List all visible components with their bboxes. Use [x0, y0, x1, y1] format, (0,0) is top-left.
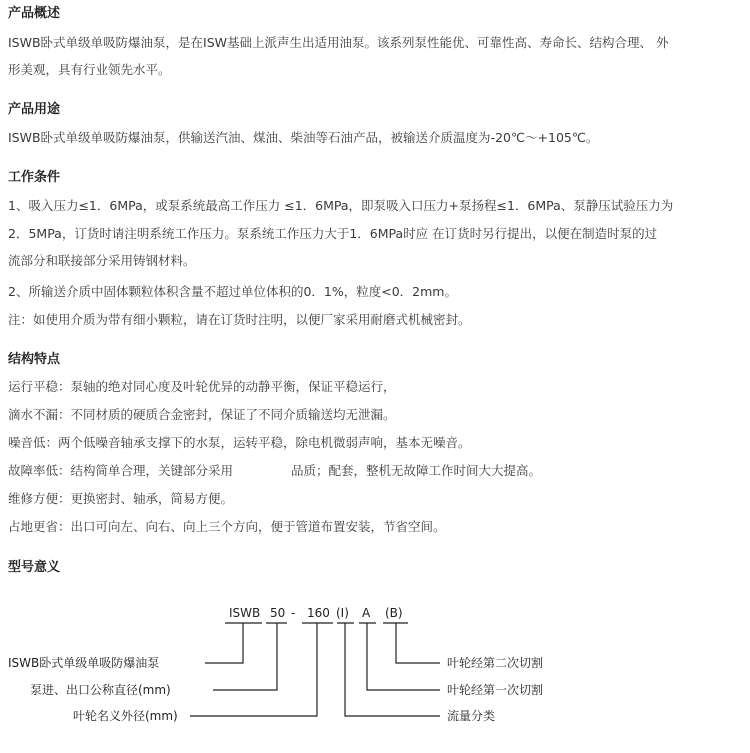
feature-item: 噪音低：两个低噪音轴承支撑下的水泵，运转平稳，除电机微弱声响，基本无噪音。	[8, 435, 471, 450]
feature-item: 滴水不漏：不同材质的硬质合金密封，保证了不同介质输送均无泄漏。	[8, 407, 396, 422]
model-code-diagram	[0, 596, 750, 753]
conditions-item1-line-3: 流部分和联接部分采用铸钢材料。	[8, 253, 196, 268]
usage-text: ISWB卧式单级单吸防爆油泵，供输送汽油、煤油、柴油等石油产品，被输送介质温度为-20℃～+105℃。	[8, 130, 599, 145]
overview-line-1: ISWB卧式单级单吸防爆油泵，是在ISW基础上派声生出适用油泵。该系列泵性能优、可靠性高、寿命长、结构合理、 外	[8, 35, 669, 50]
code-part-second-cut: (B)	[385, 606, 403, 620]
feature-item: 运行平稳：泵轴的绝对同心度及叶轮优异的动静平衡，保证平稳运行，	[8, 379, 396, 394]
label-diameter: 泵进、出口公称直径(mm)	[30, 683, 171, 697]
feature-item	[8, 461, 541, 479]
label-flow-class: 流量分类	[447, 709, 496, 723]
code-part-flow: (I)	[336, 606, 349, 620]
conditions-item1-line-1: 1、吸入压力≤1．6MPa，或泵系统最高工作压力 ≤1．6MPa，即泵吸入口压力+泵扬程≤1．6MPa、泵静压试验压力为	[8, 198, 674, 213]
usage-heading: 产品用途	[8, 102, 61, 117]
features-heading: 结构特点	[8, 352, 61, 367]
code-part-impeller: 160	[307, 606, 330, 620]
label-series: ISWB卧式单级单吸防爆油泵	[8, 656, 160, 670]
code-part-dash: -	[291, 606, 296, 620]
overview-line-2: 形美观，具有行业领先水平。	[8, 62, 171, 77]
conditions-note: 注：如使用介质为带有细小颗粒，请在订货时注明，以便厂家采用耐磨式机械密封。	[8, 312, 471, 327]
model-heading: 型号意义	[8, 560, 61, 575]
feature-item-4-after: 品质；配套，整机无故障工作时间大大提高。	[291, 463, 542, 478]
feature-item: 占地更省：出口可向左、向右、向上三个方向，便于管道布置安装，节省空间。	[8, 519, 446, 534]
label-first-cut: 叶轮经第一次切割	[447, 683, 544, 697]
code-part-first-cut: A	[362, 606, 371, 620]
label-second-cut: 叶轮经第二次切割	[447, 656, 544, 670]
feature-item: 维修方便：更换密封、轴承，简易方便。	[8, 491, 234, 506]
label-impeller-diameter: 叶轮名义外径(mm)	[73, 709, 178, 723]
conditions-item2: 2、所输送介质中固体颗粒体积含量不超过单位体积的0．1%，粒度<0．2mm。	[8, 284, 457, 299]
conditions-heading: 工作条件	[8, 170, 61, 185]
code-part-diameter: 50	[270, 606, 286, 620]
code-part-series: ISWB	[229, 606, 261, 620]
overview-heading: 产品概述	[8, 6, 61, 21]
feature-item-4-before: 故障率低：结构简单合理，关键部分采用	[8, 463, 234, 478]
conditions-item1-line-2: 2．5MPa，订货时请注明系统工作压力。泵系统工作压力大于1．6MPa时应 在订货时另行提出，以便在制造时泵的过	[8, 226, 658, 241]
